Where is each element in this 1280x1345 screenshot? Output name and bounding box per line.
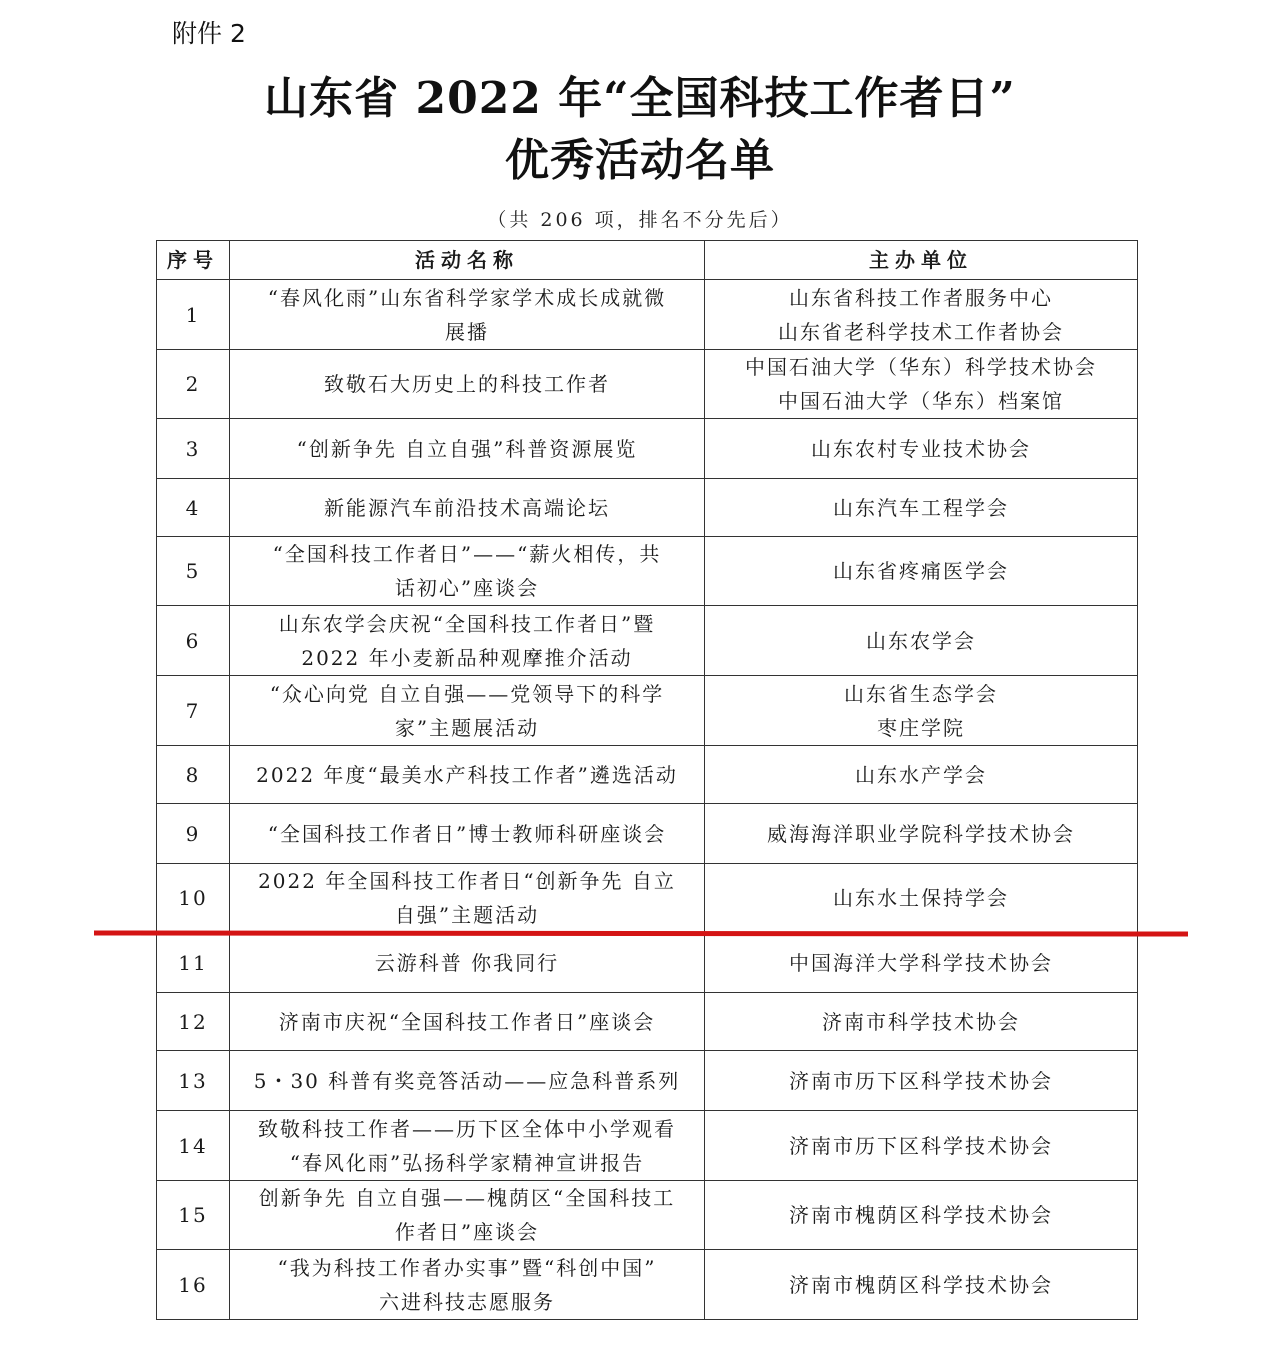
- organizer-line: 中国海洋大学科学技术协会: [789, 950, 1053, 975]
- row-seq: 12: [157, 993, 230, 1051]
- header-organizer: 主办单位: [705, 241, 1138, 280]
- activity-name-line: 5・30 科普有奖竞答活动——应急科普系列: [253, 1068, 681, 1093]
- row-seq: 8: [157, 746, 230, 804]
- organizer-line: 枣庄学院: [877, 715, 965, 740]
- activity-name-line: 展播: [445, 319, 489, 344]
- row-organizer: [705, 1250, 1138, 1320]
- activity-name-line: 创新争先 自立自强——槐荫区“全国科技工: [258, 1186, 676, 1210]
- row-seq: 16: [157, 1250, 230, 1320]
- attachment-label: 附件 2: [172, 19, 246, 48]
- activity-name-line: “全国科技工作者日”博士教师科研座谈会: [267, 821, 667, 846]
- row-seq: 3: [157, 419, 230, 479]
- row-seq: 14: [157, 1111, 230, 1181]
- row-seq: 9: [157, 804, 230, 864]
- row-organizer: [705, 350, 1138, 419]
- row-activity-name: [230, 537, 705, 606]
- row-seq: 10: [157, 864, 230, 933]
- row-seq: 11: [157, 933, 230, 993]
- activity-name-line: 致敬科技工作者——历下区全体中小学观看: [258, 1116, 676, 1141]
- row-activity-name: [230, 864, 705, 933]
- row-activity-name: [230, 419, 705, 479]
- row-organizer: [705, 993, 1138, 1051]
- organizer-line: 山东省老科学技术工作者协会: [778, 319, 1064, 344]
- row-seq: 1: [157, 280, 230, 350]
- row-organizer: [705, 864, 1138, 933]
- organizer-line: 济南市槐荫区科学技术协会: [789, 1272, 1053, 1297]
- activity-name-line: “创新争先 自立自强”科普资源展览: [296, 436, 638, 461]
- organizer-line: 济南市科学技术协会: [822, 1009, 1020, 1034]
- row-activity-name: [230, 676, 705, 746]
- header-seq: 序号: [157, 241, 230, 280]
- activity-name-line: 自强”主题活动: [394, 903, 540, 927]
- organizer-line: 济南市历下区科学技术协会: [789, 1068, 1053, 1093]
- row-activity-name: [230, 280, 705, 350]
- row-activity-name: [230, 993, 705, 1051]
- row-seq: 13: [157, 1051, 230, 1111]
- row-activity-name: [230, 606, 705, 676]
- row-activity-name: [230, 746, 705, 804]
- document-title-line2: 优秀活动名单: [505, 135, 775, 186]
- activity-name-line: 2022 年度“最美水产科技工作者”遴选活动: [256, 762, 678, 787]
- table-row: [157, 746, 1138, 804]
- row-activity-name: [230, 1250, 705, 1320]
- organizer-line: 济南市历下区科学技术协会: [789, 1133, 1053, 1158]
- table-row: [157, 1250, 1138, 1320]
- row-organizer: [705, 676, 1138, 746]
- red-annotation-line: [94, 931, 1188, 937]
- table-row: [157, 933, 1138, 993]
- table-row: [157, 804, 1138, 864]
- table-row: [157, 350, 1138, 419]
- organizer-line: 济南市槐荫区科学技术协会: [789, 1203, 1053, 1227]
- row-organizer: [705, 1181, 1138, 1250]
- row-activity-name: [230, 350, 705, 419]
- row-organizer: [705, 933, 1138, 993]
- organizer-line: 山东省生态学会: [844, 681, 998, 706]
- activity-name-line: 家”主题展活动: [394, 715, 540, 740]
- activity-name-line: “众心向党 自立自强——党领导下的科学: [269, 681, 665, 706]
- table-row: [157, 419, 1138, 479]
- activity-table: [156, 240, 1138, 1320]
- table-row: [157, 864, 1138, 933]
- activity-name-line: “春风化雨”山东省科学家学术成长成就微: [267, 285, 667, 310]
- document-subtitle: （共 206 项，排名不分先后）: [487, 209, 793, 231]
- activity-name-line: 云游科普 你我同行: [374, 950, 560, 975]
- row-seq: 15: [157, 1181, 230, 1250]
- header-activity-name: 活动名称: [230, 241, 705, 280]
- table-row: [157, 1111, 1138, 1181]
- table-row: [157, 606, 1138, 676]
- activity-name-line: “春风化雨”弘扬科学家精神宣讲报告: [289, 1150, 645, 1175]
- document-title-line1: 山东省 2022 年“全国科技工作者日”: [264, 73, 1016, 124]
- organizer-line: 山东省疼痛医学会: [833, 559, 1009, 583]
- activity-name-line: 新能源汽车前沿技术高端论坛: [324, 495, 610, 520]
- table-row: [157, 1051, 1138, 1111]
- activity-name-line: 话初心”座谈会: [394, 576, 540, 600]
- table-row: [157, 993, 1138, 1051]
- activity-name-line: 济南市庆祝“全国科技工作者日”座谈会: [278, 1009, 656, 1034]
- organizer-line: 山东农学会: [866, 628, 976, 653]
- table-row: [157, 479, 1138, 537]
- table-header-row: [157, 241, 1138, 280]
- row-seq: 2: [157, 350, 230, 419]
- organizer-line: 中国石油大学（华东）科学技术协会: [745, 355, 1097, 379]
- row-activity-name: [230, 1111, 705, 1181]
- activity-name-line: “全国科技工作者日”——“薪火相传，共: [272, 542, 662, 566]
- organizer-line: 山东农村专业技术协会: [811, 436, 1031, 461]
- activity-name-line: 作者日”座谈会: [394, 1220, 540, 1244]
- row-organizer: [705, 1111, 1138, 1181]
- row-activity-name: [230, 1051, 705, 1111]
- row-organizer: [705, 479, 1138, 537]
- row-organizer: [705, 537, 1138, 606]
- activity-name-line: “我为科技工作者办实事”暨“科创中国”: [277, 1255, 657, 1280]
- row-seq: 6: [157, 606, 230, 676]
- organizer-line: 中国石油大学（华东）档案馆: [778, 389, 1064, 413]
- row-organizer: [705, 419, 1138, 479]
- organizer-line: 山东水产学会: [855, 762, 987, 787]
- row-organizer: [705, 804, 1138, 864]
- row-organizer: [705, 1051, 1138, 1111]
- row-seq: 7: [157, 676, 230, 746]
- row-activity-name: [230, 933, 705, 993]
- organizer-line: 山东汽车工程学会: [833, 495, 1009, 520]
- table-row: [157, 1181, 1138, 1250]
- row-organizer: [705, 746, 1138, 804]
- activity-name-line: 致敬石大历史上的科技工作者: [324, 372, 610, 396]
- organizer-line: 山东水土保持学会: [833, 886, 1009, 910]
- activity-name-line: 六进科技志愿服务: [379, 1289, 555, 1314]
- table-row: [157, 537, 1138, 606]
- organizer-line: 威海海洋职业学院科学技术协会: [767, 821, 1075, 846]
- row-activity-name: [230, 479, 705, 537]
- row-seq: 4: [157, 479, 230, 537]
- activity-name-line: 2022 年小麦新品种观摩推介活动: [301, 645, 633, 670]
- table-row: [157, 280, 1138, 350]
- row-organizer: [705, 606, 1138, 676]
- row-seq: 5: [157, 537, 230, 606]
- row-organizer: [705, 280, 1138, 350]
- row-activity-name: [230, 1181, 705, 1250]
- table-row: [157, 676, 1138, 746]
- activity-name-line: 2022 年全国科技工作者日“创新争先 自立: [258, 869, 676, 893]
- activity-name-line: 山东农学会庆祝“全国科技工作者日”暨: [278, 611, 656, 636]
- organizer-line: 山东省科技工作者服务中心: [789, 285, 1053, 310]
- row-activity-name: [230, 804, 705, 864]
